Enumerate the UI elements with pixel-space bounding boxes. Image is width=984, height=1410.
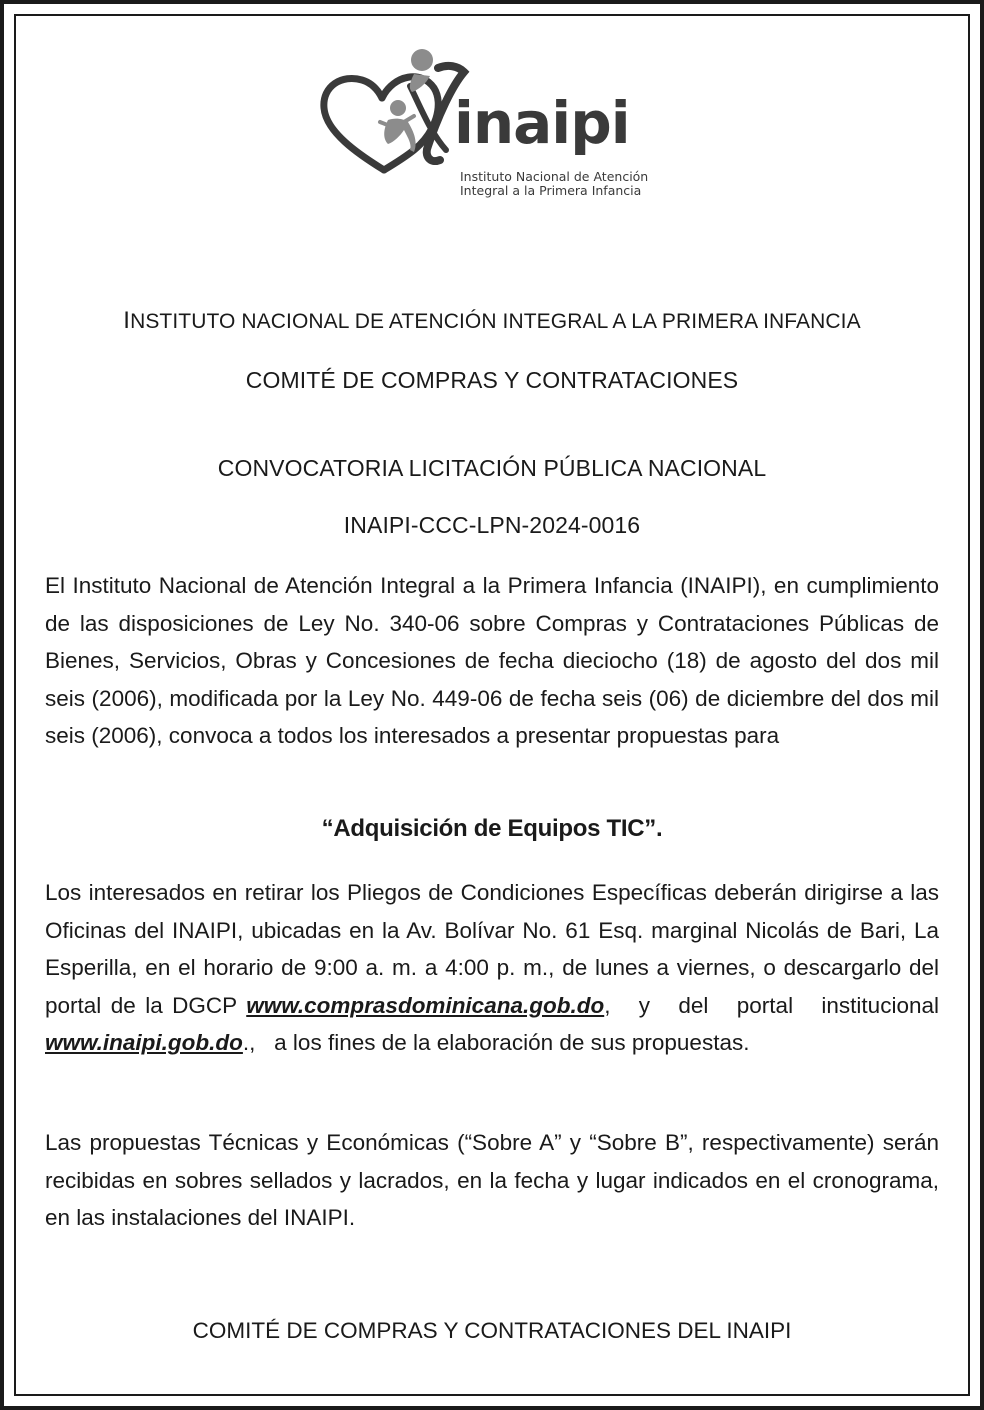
logo-subtitle [460, 170, 648, 198]
dgcp-portal-link[interactable]: www.comprasdominicana.gob.do [246, 992, 605, 1018]
inaipi-logo [318, 46, 678, 206]
instructions-mid-text: , y del portal institucional [604, 992, 939, 1018]
intro-paragraph: El Instituto Nacional de Atención Integral a la Primera Infancia (INAIPI), en cumplimiento de las disposiciones de Ley No. 340-06 sobre Compras y Contrataciones Públicas de Bienes, Servicios, Obras y Concesiones de fecha dieciocho (18) de agosto del dos mil seis (2006), modificada por la Ley No. 449-06 de fecha seis (06) de diciembre del dos mil seis (2006), convoca a todos los interesados a presentar propuestas para [45, 573, 939, 748]
call-title: CONVOCATORIA LICITACIÓN PÚBLICA NACIONAL [217, 455, 767, 481]
logo-subtitle-line-2: Integral a la Primera Infancia [460, 183, 642, 198]
instructions-end-text: ., a los fines de la elaboración de sus propuestas. [242, 1030, 750, 1055]
signature-line: COMITÉ DE COMPRAS Y CONTRATACIONES DEL INAIPI [192, 1318, 792, 1343]
reference-code: INAIPI-CCC-LPN-2024-0016 [343, 512, 641, 538]
proposals-paragraph: Las propuestas Técnicas y Económicas (“Sobre A” y “Sobre B”, respectivamente) serán recibidas en sobres sellados y lacrados, en la fecha y lugar indicados en el cronograma, en las instalaciones del INAIPI. [45, 1130, 939, 1230]
inaipi-portal-link[interactable]: www.inaipi.gob.do [45, 1030, 243, 1055]
instructions-text: Los interesados en retirar los Pliegos de Condiciones Específicas deberán dirigirse a las Oficinas del INAIPI, ubicadas en la Av. Bolívar No. 61 Esq. marginal Nicolás de Bari, La Esperilla, en el horario de 9:00 a. m. a 4:00 p. m., de lunes a viernes, o descargarlo del portal de la DGCP [45, 880, 939, 1018]
committee-heading: COMITÉ DE COMPRAS Y CONTRATACIONES [245, 367, 739, 393]
instructions-paragraph [45, 874, 939, 1062]
institution-heading-initial: I [123, 307, 131, 334]
logo-subtitle-line-1: Instituto Nacional de Atención [460, 169, 649, 184]
institution-heading-rest: NSTITUTO NACIONAL DE ATENCIÓN INTEGRAL A LA PRIMERA INFANCIA [130, 310, 861, 333]
institution-heading [24, 307, 960, 335]
logo-wordmark: inaipi [454, 89, 630, 157]
procurement-title: “Adquisición de Equipos TIC”. [321, 815, 663, 842]
